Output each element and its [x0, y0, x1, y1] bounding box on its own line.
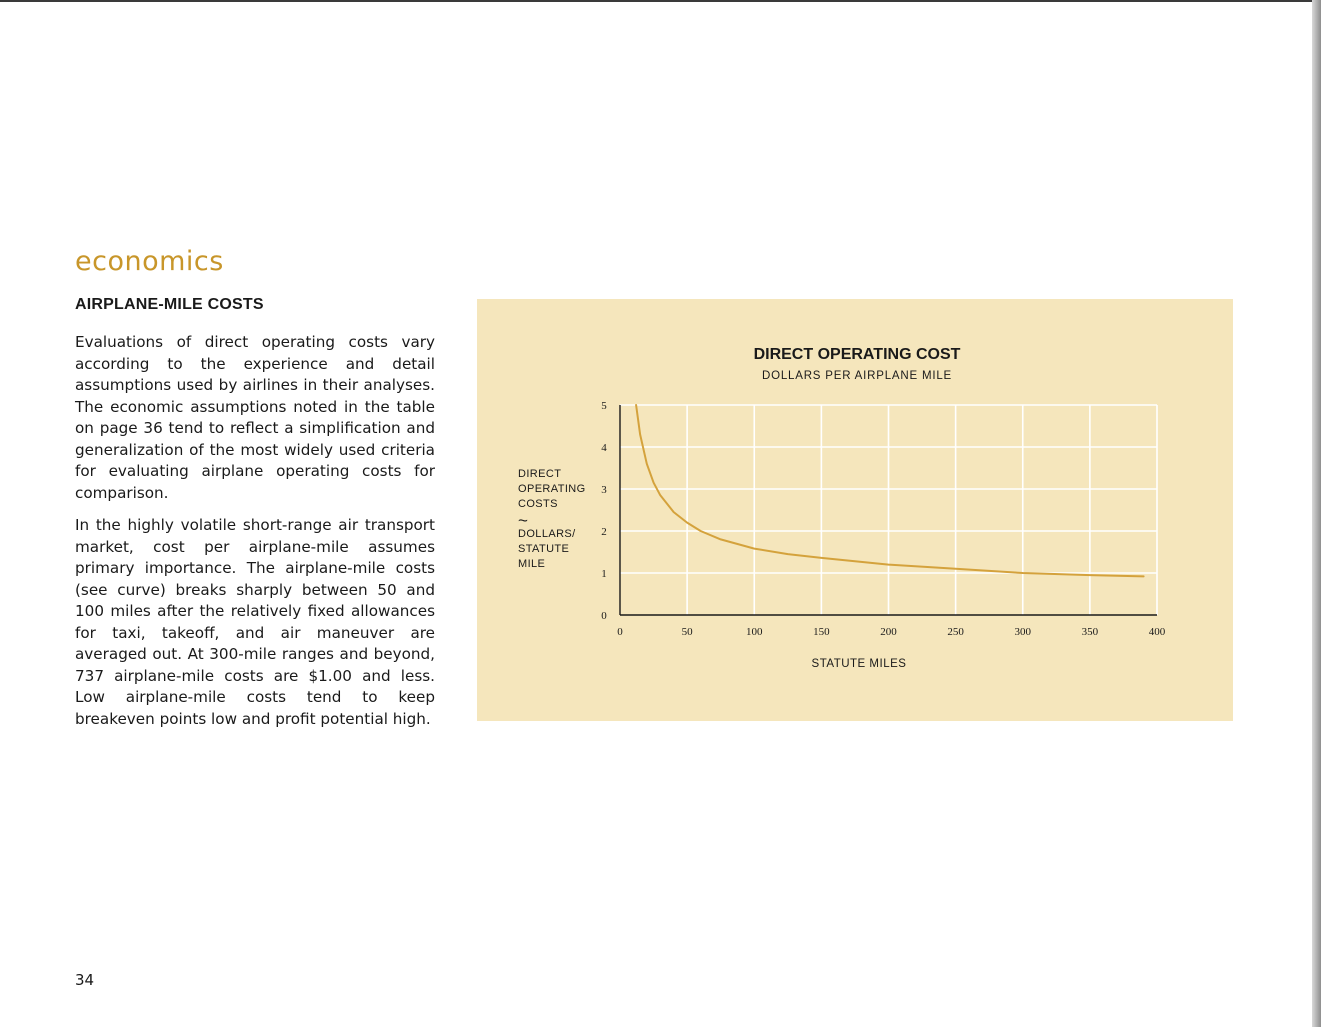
y-tick-label: 0	[601, 610, 607, 622]
y-axis-label	[518, 468, 586, 570]
page-top-edge	[0, 0, 1321, 2]
x-tick-labels	[617, 626, 1166, 638]
chart-subtitle: DOLLARS PER AIRPLANE MILE	[761, 370, 953, 382]
chart-grid	[620, 405, 1157, 615]
y-axis-label-line: MILE	[518, 558, 546, 570]
chart-title: DIRECT OPERATING COST	[753, 346, 961, 363]
x-tick-label: 250	[947, 626, 964, 638]
x-tick-label: 100	[746, 626, 763, 638]
y-tick-label: 3	[601, 484, 607, 496]
page-binding-edge	[1312, 0, 1321, 1027]
series-line	[636, 405, 1144, 576]
y-axis-label-line: OPERATING	[518, 483, 586, 495]
y-tick-label: 2	[601, 526, 607, 538]
x-tick-label: 50	[681, 626, 693, 638]
x-tick-label: 300	[1014, 626, 1031, 638]
chart-panel	[477, 299, 1233, 721]
x-tick-label: 0	[617, 626, 623, 638]
x-tick-label: 400	[1148, 626, 1166, 638]
y-axis-label-line: DIRECT	[518, 468, 562, 480]
x-tick-label: 350	[1081, 626, 1099, 638]
y-tick-label: 5	[601, 400, 607, 412]
x-tick-label: 150	[813, 626, 830, 638]
body-paragraph-1: Evaluations of direct operating costs vary according to the experience and detail assumptions used by airlines in their analyses. The economic assumptions noted in the table on page 36 tend to reflect a simplification and generalization of the most widely used criteria for evaluating airplane operating costs for comparison.	[75, 333, 435, 502]
direct-operating-cost-chart	[477, 299, 1233, 721]
chart-series	[636, 405, 1144, 576]
y-axis-label-line: DOLLARS/	[518, 528, 576, 540]
body-paragraph-2: In the highly volatile short-range air transport market, cost per airplane-mile assumes primary importance. The airplane-mile costs (see curve) breaks sharply between 50 and 100 miles after the relatively fixed allowances for taxi, takeoff, and air maneuver are averaged out. At 300-mile ranges and beyond, 737 airplane-mile costs are $1.00 and less. Low airplane-mile costs tend to keep breakeven points low and profit potential high.	[75, 516, 435, 728]
y-tick-label: 1	[601, 568, 607, 580]
x-tick-label: 200	[880, 626, 897, 638]
section-title: economics	[75, 246, 224, 277]
subhead: AIRPLANE-MILE COSTS	[75, 296, 264, 313]
x-axis-label: STATUTE MILES	[811, 658, 907, 670]
y-tick-label: 4	[601, 442, 607, 454]
y-axis-label-line: STATUTE	[518, 543, 570, 555]
page-number: 34	[75, 971, 95, 989]
y-axis-label-line: ~	[518, 511, 529, 530]
y-axis-label-line: COSTS	[518, 498, 558, 510]
y-tick-labels	[601, 400, 607, 622]
